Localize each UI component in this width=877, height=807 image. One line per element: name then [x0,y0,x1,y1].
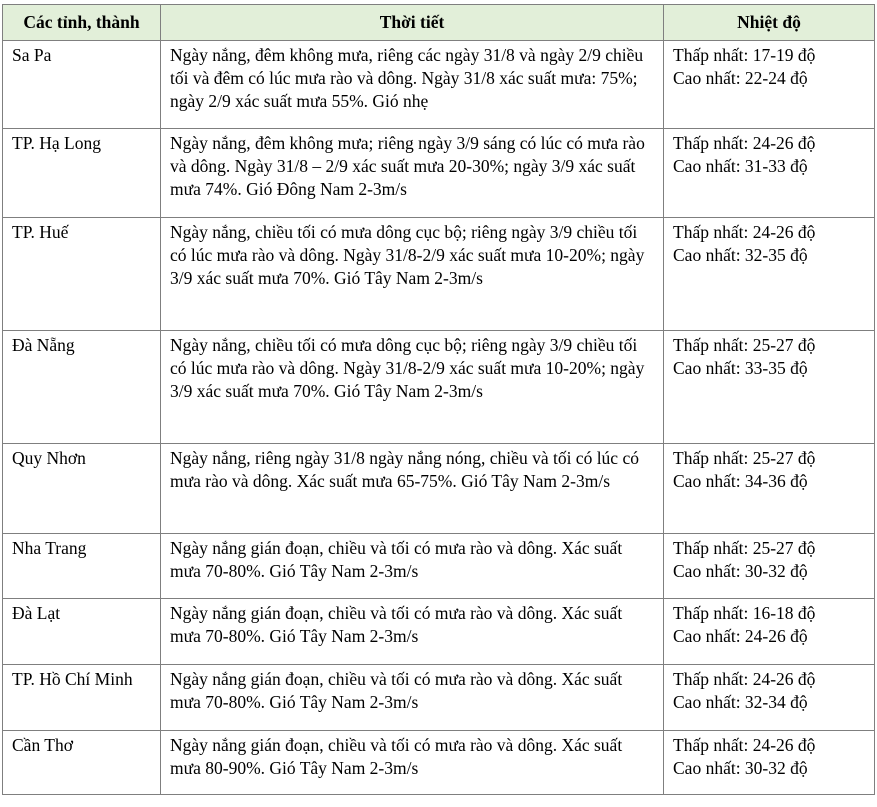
header-row [3,5,875,41]
temperature-cell [664,444,875,534]
table-row [3,599,875,665]
temperature-cell [664,731,875,795]
table-row [3,731,875,795]
table-row [3,41,875,129]
weather-cell: Ngày nắng gián đoạn, chiều và tối có mưa rào và dông. Xác suất mưa 70-80%. Gió Tây Nam 2-3m/s [161,599,664,665]
table-body [3,41,875,795]
temp-low: Thấp nhất: 17-19 độ [673,45,816,65]
temp-low: Thấp nhất: 24-26 độ [673,735,816,755]
province-cell: Đà Nẵng [3,331,161,444]
province-cell: Quy Nhơn [3,444,161,534]
header-weather: Thời tiết [161,5,664,41]
temp-high: Cao nhất: 30-32 độ [673,758,808,778]
temp-high: Cao nhất: 34-36 độ [673,471,808,491]
province-cell: Nha Trang [3,534,161,599]
table-row [3,444,875,534]
weather-cell: Ngày nắng, chiều tối có mưa dông cục bộ; riêng ngày 3/9 chiều tối có lúc mưa rào và dông. Ngày 31/8-2/9 xác suất mưa 10-20%; ngày 3/9 xác suất mưa 70%. Gió Tây Nam 2-3m/s [161,218,664,331]
temp-high: Cao nhất: 30-32 độ [673,561,808,581]
temperature-cell [664,129,875,218]
temp-low: Thấp nhất: 24-26 độ [673,222,816,242]
province-cell: Sa Pa [3,41,161,129]
temp-high: Cao nhất: 33-35 độ [673,358,808,378]
temp-high: Cao nhất: 31-33 độ [673,156,808,176]
weather-forecast-table [2,4,875,795]
temp-low: Thấp nhất: 25-27 độ [673,448,816,468]
weather-cell: Ngày nắng gián đoạn, chiều và tối có mưa rào và dông. Xác suất mưa 70-80%. Gió Tây Nam 2-3m/s [161,665,664,731]
weather-cell: Ngày nắng, riêng ngày 31/8 ngày nắng nóng, chiều và tối có lúc có mưa rào và dông. Xác suất mưa 65-75%. Gió Tây Nam 2-3m/s [161,444,664,534]
temperature-cell [664,218,875,331]
province-cell: Cần Thơ [3,731,161,795]
table-row [3,129,875,218]
table-row [3,218,875,331]
temp-low: Thấp nhất: 24-26 độ [673,669,816,689]
temp-low: Thấp nhất: 25-27 độ [673,538,816,558]
temp-high: Cao nhất: 22-24 độ [673,68,808,88]
temp-high: Cao nhất: 24-26 độ [673,626,808,646]
temp-high: Cao nhất: 32-34 độ [673,692,808,712]
weather-cell: Ngày nắng, đêm không mưa; riêng ngày 3/9 sáng có lúc có mưa rào và dông. Ngày 31/8 – 2/9 xác suất mưa 20-30%; ngày 3/9 xác suất mưa 74%. Gió Đông Nam 2-3m/s [161,129,664,218]
weather-cell: Ngày nắng, chiều tối có mưa dông cục bộ; riêng ngày 3/9 chiều tối có lúc mưa rào và dông. Ngày 31/8-2/9 xác suất mưa 10-20%; ngày 3/9 xác suất mưa 70%. Gió Tây Nam 2-3m/s [161,331,664,444]
province-cell: TP. Hạ Long [3,129,161,218]
header-province: Các tỉnh, thành [3,5,161,41]
province-cell: Đà Lạt [3,599,161,665]
temp-low: Thấp nhất: 16-18 độ [673,603,816,623]
header-temperature: Nhiệt độ [664,5,875,41]
temp-low: Thấp nhất: 25-27 độ [673,335,816,355]
table-row [3,534,875,599]
temperature-cell [664,331,875,444]
province-cell: TP. Huế [3,218,161,331]
province-cell: TP. Hồ Chí Minh [3,665,161,731]
weather-cell: Ngày nắng gián đoạn, chiều và tối có mưa rào và dông. Xác suất mưa 80-90%. Gió Tây Nam 2-3m/s [161,731,664,795]
table-header [3,5,875,41]
temperature-cell [664,665,875,731]
temperature-cell [664,534,875,599]
weather-cell: Ngày nắng, đêm không mưa, riêng các ngày 31/8 và ngày 2/9 chiều tối và đêm có lúc mưa rào và dông. Ngày 31/8 xác suất mưa: 75%; ngày 2/9 xác suất mưa 55%. Gió nhẹ [161,41,664,129]
table-row [3,665,875,731]
temp-high: Cao nhất: 32-35 độ [673,245,808,265]
temperature-cell [664,41,875,129]
temp-low: Thấp nhất: 24-26 độ [673,133,816,153]
table-row [3,331,875,444]
temperature-cell [664,599,875,665]
weather-cell: Ngày nắng gián đoạn, chiều và tối có mưa rào và dông. Xác suất mưa 70-80%. Gió Tây Nam 2-3m/s [161,534,664,599]
